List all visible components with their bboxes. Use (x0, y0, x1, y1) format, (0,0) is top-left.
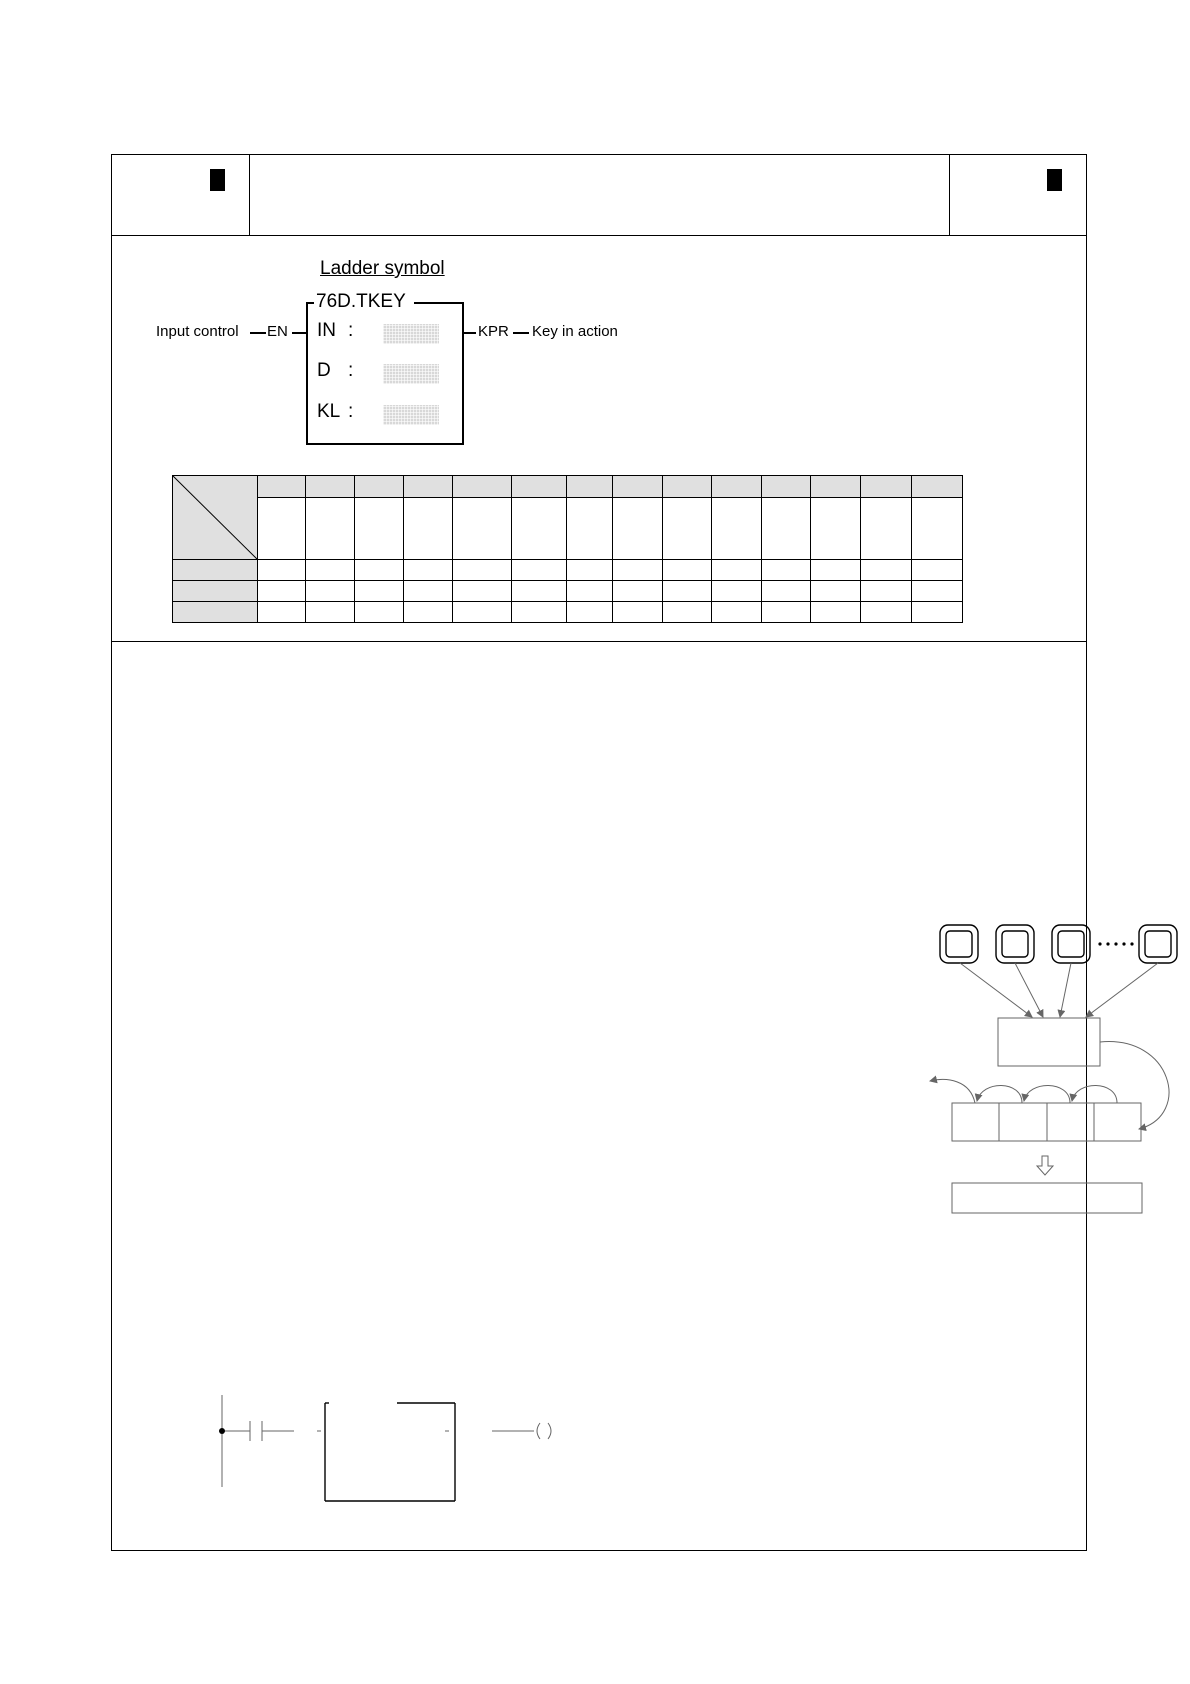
header-right-mark (1047, 169, 1062, 191)
kpr-pin-label: KPR (478, 323, 509, 340)
col-subhead (512, 498, 567, 560)
row-head (173, 602, 258, 623)
operand-sep-in: : (348, 320, 354, 341)
operand-table (172, 475, 963, 623)
header-left-mark (210, 169, 225, 191)
en-pin-label: EN (267, 323, 288, 340)
down-arrow-icon (1037, 1156, 1053, 1175)
col-subhead (306, 498, 355, 560)
table-row (173, 581, 963, 602)
table-row (173, 602, 963, 623)
shift-register (952, 1103, 1141, 1141)
col-subhead (811, 498, 861, 560)
col-subhead (861, 498, 912, 560)
corner-diagonal (173, 476, 258, 560)
en-pin-line (292, 332, 306, 334)
operand-name-in: IN (317, 320, 336, 341)
col-subhead (355, 498, 404, 560)
col-subhead (613, 498, 663, 560)
col-head (811, 476, 861, 498)
ladder-symbol-heading: Ladder symbol (320, 258, 445, 279)
operand-name-d: D (317, 360, 331, 381)
operand-name-kl: KL (317, 401, 341, 422)
function-name: 76D.TKEY (316, 291, 406, 312)
col-subhead (762, 498, 811, 560)
function-block-top-right-border (414, 302, 464, 304)
col-head (912, 476, 963, 498)
table-row (173, 560, 963, 581)
input-control-line (250, 332, 266, 334)
page-frame (111, 154, 1087, 1551)
input-control-label: Input control (156, 323, 239, 340)
col-head (567, 476, 613, 498)
row-head (173, 560, 258, 581)
col-subhead (912, 498, 963, 560)
header-band (112, 155, 1086, 236)
row-head (173, 581, 258, 602)
operand-field-d[interactable] (383, 364, 439, 384)
key-in-action-label: Key in action (532, 323, 618, 340)
key-input-diagram (812, 925, 1072, 1225)
col-head (613, 476, 663, 498)
key-encoder-box (998, 1018, 1100, 1066)
kpr-pin-line (464, 332, 476, 334)
header-left-cell (112, 155, 250, 235)
function-block-top-left-border (306, 302, 314, 304)
ladder-symbol-section (112, 236, 1086, 642)
col-head (404, 476, 453, 498)
col-subhead (258, 498, 306, 560)
col-subhead (567, 498, 613, 560)
operand-field-kl[interactable] (383, 405, 439, 425)
header-right-cell (949, 155, 1086, 235)
operand-field-in[interactable] (383, 324, 439, 344)
col-subhead (663, 498, 712, 560)
col-head (453, 476, 512, 498)
col-head (861, 476, 912, 498)
operand-sep-d: : (348, 360, 354, 381)
rung-junction (219, 1428, 225, 1434)
col-subhead (404, 498, 453, 560)
col-head (762, 476, 811, 498)
operand-sep-kl: : (348, 401, 354, 422)
key-in-action-line (513, 332, 529, 334)
col-head (306, 476, 355, 498)
col-head (712, 476, 762, 498)
col-subhead (453, 498, 512, 560)
ellipsis-dots (1098, 942, 1133, 945)
col-head (663, 476, 712, 498)
program-example-rung (212, 1395, 572, 1505)
output-register (952, 1183, 1142, 1213)
col-head (355, 476, 404, 498)
operand-table-corner (173, 476, 258, 560)
col-head (258, 476, 306, 498)
col-subhead (712, 498, 762, 560)
col-head (512, 476, 567, 498)
